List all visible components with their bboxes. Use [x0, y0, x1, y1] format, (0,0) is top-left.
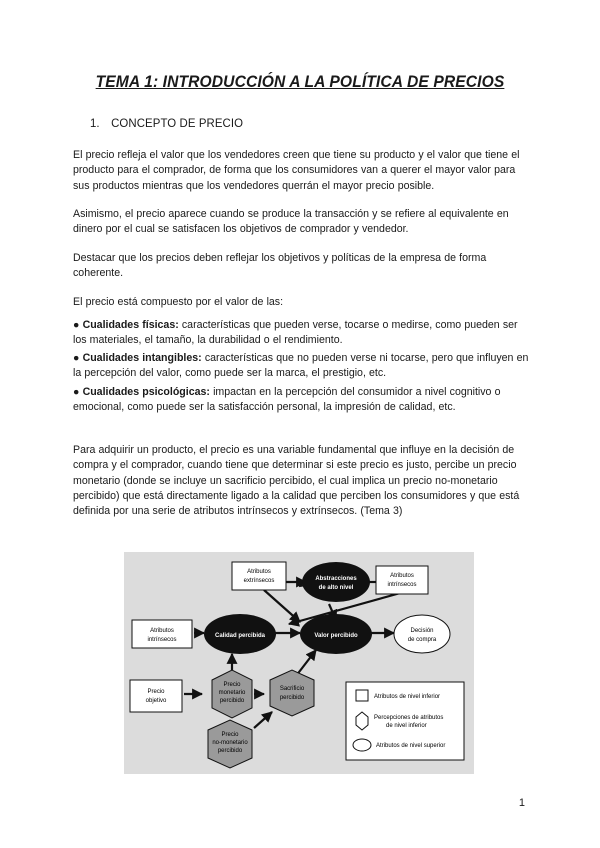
svg-text:percibido: percibido	[217, 748, 243, 754]
svg-text:Precio: Precio	[223, 682, 241, 688]
arrow-sacrifice-value	[296, 650, 316, 676]
node-perceived-sacrifice	[270, 670, 314, 716]
legend-higher-level: Atributos de nivel superior	[376, 743, 446, 749]
legend-lower-level: Atributos de nivel inferior	[374, 694, 441, 700]
arrow-extrinsic-quality	[264, 590, 300, 622]
svg-text:percibido: percibido	[279, 695, 305, 701]
node-objective-price	[130, 680, 182, 712]
node-intrinsic-attributes-top	[376, 566, 428, 594]
paragraph-4: El precio está compuesto por el valor de las:	[73, 296, 284, 308]
svg-text:de compra: de compra	[407, 637, 437, 643]
bullet-term: Cualidades psicológicas:	[82, 386, 210, 398]
bullet-text: impactan en la percepción del consumidor a nivel cognitivo o emocional, como puede ser la satisfacción personal, la impresión de calidad, etc.	[73, 386, 501, 414]
bullet-item	[73, 385, 533, 416]
bullet-text: características que pueden verse, tocarse o medirse, como pueden ser los materiales, el tamaño, la durabilidad o el rendimiento.	[73, 319, 518, 347]
node-extrinsic-attributes	[232, 562, 286, 590]
svg-text:de alto nivel: de alto nivel	[318, 585, 354, 591]
legend-rectangle-icon	[356, 690, 368, 701]
svg-text:intrínsecos: intrínsecos	[387, 582, 417, 588]
section-heading	[90, 116, 243, 130]
paragraph-2: Asimismo, el precio aparece cuando se produce la transacción y se refiere al equivalente en dinero por el cual se satisfacen los objetivos de comprador y vendedor.	[73, 208, 509, 236]
arrow-nonmonetary-sacrifice	[254, 712, 272, 728]
svg-text:objetivo: objetivo	[145, 698, 167, 704]
bullet-item	[73, 351, 533, 382]
svg-text:Valor percibido: Valor percibido	[314, 633, 358, 639]
svg-text:Precio: Precio	[221, 732, 239, 738]
price-quality-value-diagram	[124, 552, 474, 774]
paragraph-1: El precio refleja el valor que los vendedores creen que tiene su producto y el valor que tiene el producto para el comprador, de forma que los consumidores van a querer el mayor valor para sus productos mientras que los vendedores querrán el mayor precio posible.	[73, 149, 520, 192]
svg-text:Precio: Precio	[147, 689, 165, 695]
svg-text:Abstracciones: Abstracciones	[315, 576, 357, 582]
svg-text:Atributos: Atributos	[390, 573, 414, 579]
node-perceived-monetary-price	[212, 670, 252, 718]
legend-perceptions-2: de nivel inferior	[386, 723, 427, 729]
legend-ellipse-icon	[353, 739, 371, 751]
node-perceived-quality	[204, 614, 276, 654]
svg-text:extrínsecos: extrínsecos	[243, 578, 275, 584]
bullet-item	[73, 318, 533, 349]
bullet-icon: ●	[73, 319, 80, 331]
svg-text:Calidad percibida: Calidad percibida	[214, 633, 266, 639]
legend-perceptions-1: Percepciones de atributos	[374, 715, 444, 721]
svg-text:Decisión: Decisión	[410, 628, 434, 634]
node-high-level-abstractions	[302, 562, 370, 602]
node-perceived-non-monetary-price	[208, 720, 252, 768]
paragraph-3: Destacar que los precios deben reflejar los objetivos y políticas de la empresa de forma coherente.	[73, 252, 487, 280]
bullet-icon: ●	[73, 386, 80, 398]
svg-text:monetario: monetario	[218, 690, 246, 696]
node-perceived-value	[300, 614, 372, 654]
svg-text:percibido: percibido	[219, 698, 245, 704]
svg-text:intrínsecos: intrínsecos	[147, 637, 177, 643]
section-label: CONCEPTO DE PRECIO	[111, 116, 244, 130]
page-title: TEMA 1: INTRODUCCIÓN A LA POLÍTICA DE PRECIOS	[95, 72, 505, 91]
svg-text:no-monetario: no-monetario	[212, 740, 248, 746]
bullet-term: Cualidades físicas:	[82, 319, 179, 331]
bullet-icon: ●	[73, 352, 80, 364]
node-purchase-decision	[394, 615, 450, 653]
section-number: 1.	[90, 116, 100, 130]
svg-text:Atributos: Atributos	[150, 628, 174, 634]
page-number: 1	[518, 797, 525, 809]
svg-text:Sacrificio: Sacrificio	[279, 686, 305, 692]
paragraph-5: Para adquirir un producto, el precio es una variable fundamental que influye en la decisión de compra y el comprador, cuando tiene que determinar si este precio es justo, percibe un precio monetario (donde se incluye un sacrificio percibido, el cual implica un precio no-monetario percibido) que está directamente ligado a la calidad que perciben los consumidores y que está definida por una serie de atributos intrínsecos y extrínsecos. (Tema 3)	[73, 444, 520, 518]
node-intrinsic-attributes-left	[132, 620, 192, 648]
svg-text:Atributos: Atributos	[247, 569, 271, 575]
bullet-term: Cualidades intangibles:	[82, 352, 202, 364]
bullet-text: características que no pueden verse ni tocarse, pero que influyen en la percepción del valor, como puede ser la marca, el prestigio, etc.	[73, 352, 529, 380]
diagram-legend	[346, 682, 464, 760]
